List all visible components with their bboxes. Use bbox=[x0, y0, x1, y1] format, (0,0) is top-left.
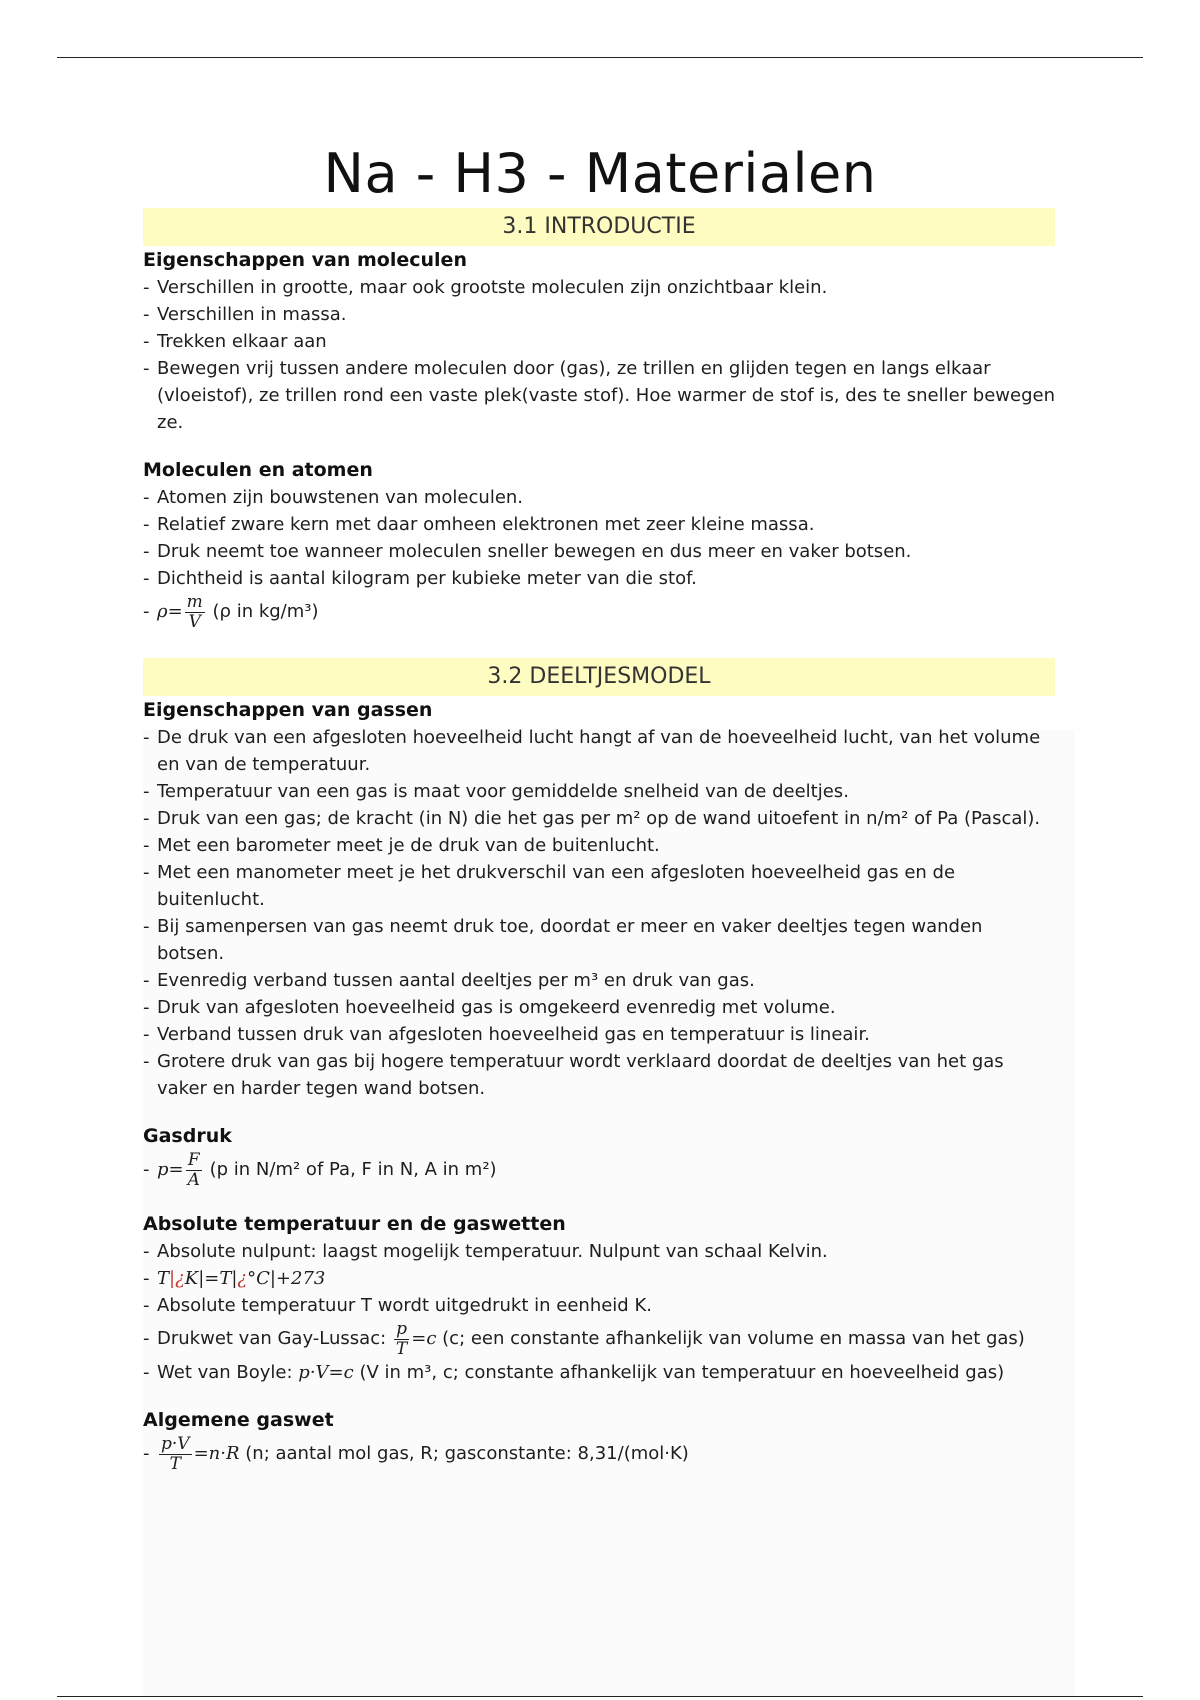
subheading-eigenschappen-moleculen: Eigenschappen van moleculen bbox=[143, 249, 467, 271]
list-item: - Verschillen in grootte, maar ook grootste moleculen zijn onzichtbaar klein. bbox=[143, 274, 1055, 301]
list-eigenschappen-gassen bbox=[143, 724, 1055, 1102]
subheading-gasdruk: Gasdruk bbox=[143, 1125, 232, 1147]
page-title: Na - H3 - Materialen bbox=[323, 142, 877, 205]
algemene-gaswet-formula: - $\frac{p\cdot V}{T}$ =n·R (n; aantal mol gas, R; gasconstante: 8,31/(mol·K) bbox=[143, 1434, 1055, 1474]
top-rule bbox=[57, 57, 1143, 58]
list-item: - De druk van een afgesloten hoeveelheid lucht hangt af van de hoeveelheid lucht, van het volume en van de temperatuur. bbox=[143, 724, 1055, 778]
list-item: - Bewegen vrij tussen andere moleculen door (gas), ze trillen en glijden tegen en langs elkaar (vloeistof), ze trillen rond een vaste plek(vaste stof). Hoe warmer de stof is, des te sneller bewegen ze. bbox=[143, 355, 1055, 436]
list-item: - Druk van afgesloten hoeveelheid gas is omgekeerd evenredig met volume. bbox=[143, 994, 1055, 1021]
list-absolute-temperatuur bbox=[143, 1238, 1055, 1386]
bottom-rule bbox=[57, 1696, 1143, 1697]
gaswet-fraction: - $\frac{p\cdot V}{T}$ bbox=[161, 1433, 190, 1474]
list-item: - Temperatuur van een gas is maat voor gemiddelde snelheid van de deeltjes. bbox=[143, 778, 1055, 805]
boyle-formula: - Wet van Boyle: p·V=c (V in m³, c; constante afhankelijk van temperatuur en hoeveelheid gas) bbox=[143, 1359, 1055, 1386]
list-item: - Met een manometer meet je het drukverschil van een afgesloten hoeveelheid gas en de buitenlucht. bbox=[143, 859, 1055, 913]
list-item: - Verschillen in massa. bbox=[143, 301, 1055, 328]
subheading-moleculen-atomen: Moleculen en atomen bbox=[143, 459, 373, 481]
list-item: - Verband tussen druk van afgesloten hoeveelheid gas en temperatuur is lineair. bbox=[143, 1021, 1055, 1048]
list-item: - Trekken elkaar aan bbox=[143, 328, 1055, 355]
section-heading-introductie: 3.1 INTRODUCTIE bbox=[143, 208, 1055, 246]
list-item: - Absolute temperatuur T wordt uitgedrukt in eenheid K. bbox=[143, 1292, 1055, 1319]
list-item: - Met een barometer meet je de druk van de buitenlucht. bbox=[143, 832, 1055, 859]
gay-lussac-fraction: $\frac{p}{T}$ bbox=[395, 1318, 408, 1359]
list-item: - Atomen zijn bouwstenen van moleculen. bbox=[143, 484, 1055, 511]
list-item: - Grotere druk van gas bij hogere temperatuur wordt verklaard doordat de deeltjes van het gas vaker en harder tegen wand botsen. bbox=[143, 1048, 1055, 1102]
list-moleculen-atomen bbox=[143, 484, 1055, 632]
subheading-absolute-temperatuur: Absolute temperatuur en de gaswetten bbox=[143, 1213, 566, 1235]
list-item: - Relatief zware kern met daar omheen elektronen met zeer kleine massa. bbox=[143, 511, 1055, 538]
document-content bbox=[143, 208, 1055, 1474]
list-item: - Bij samenpersen van gas neemt druk toe, doordat er meer en vaker deeltjes tegen wanden botsen. bbox=[143, 913, 1055, 967]
list-gasdruk bbox=[143, 1150, 1055, 1190]
subheading-algemene-gaswet: Algemene gaswet bbox=[143, 1409, 334, 1431]
section-heading-deeltjesmodel: 3.2 DEELTJESMODEL bbox=[143, 658, 1055, 696]
list-item: - Druk neemt toe wanneer moleculen sneller bewegen en dus meer en vaker botsen. bbox=[143, 538, 1055, 565]
list-item: - Absolute nulpunt: laagst mogelijk temperatuur. Nulpunt van schaal Kelvin. bbox=[143, 1238, 1055, 1265]
subheading-eigenschappen-gassen: Eigenschappen van gassen bbox=[143, 699, 433, 721]
list-item: - Dichtheid is aantal kilogram per kubieke meter van die stof. bbox=[143, 565, 1055, 592]
list-item: - Evenredig verband tussen aantal deeltjes per m³ en druk van gas. bbox=[143, 967, 1055, 994]
density-fraction: $\frac{m}{V}$ bbox=[186, 591, 203, 632]
kelvin-conversion-formula: - T|¿K|=T|¿°C|+273 bbox=[143, 1265, 1055, 1292]
gasdruk-formula: - p= $\frac{F}{A}$ (p in N/m² of Pa, F in N, A in m²) bbox=[143, 1150, 1055, 1190]
gasdruk-fraction: $\frac{F}{A}$ bbox=[187, 1149, 200, 1190]
gay-lussac-formula: - Drukwet van Gay-Lussac: $\frac{p}{T}$ =c (c; een constante afhankelijk van volume en massa van het gas) bbox=[143, 1319, 1055, 1359]
list-item: - Druk van een gas; de kracht (in N) die het gas per m² op de wand uitoefent in n/m² of Pa (Pascal). bbox=[143, 805, 1055, 832]
list-eigenschappen-moleculen bbox=[143, 274, 1055, 436]
list-algemene-gaswet bbox=[143, 1434, 1055, 1474]
density-formula: - ρ= $\frac{m}{V}$ (ρ in kg/m³) bbox=[143, 592, 1055, 632]
